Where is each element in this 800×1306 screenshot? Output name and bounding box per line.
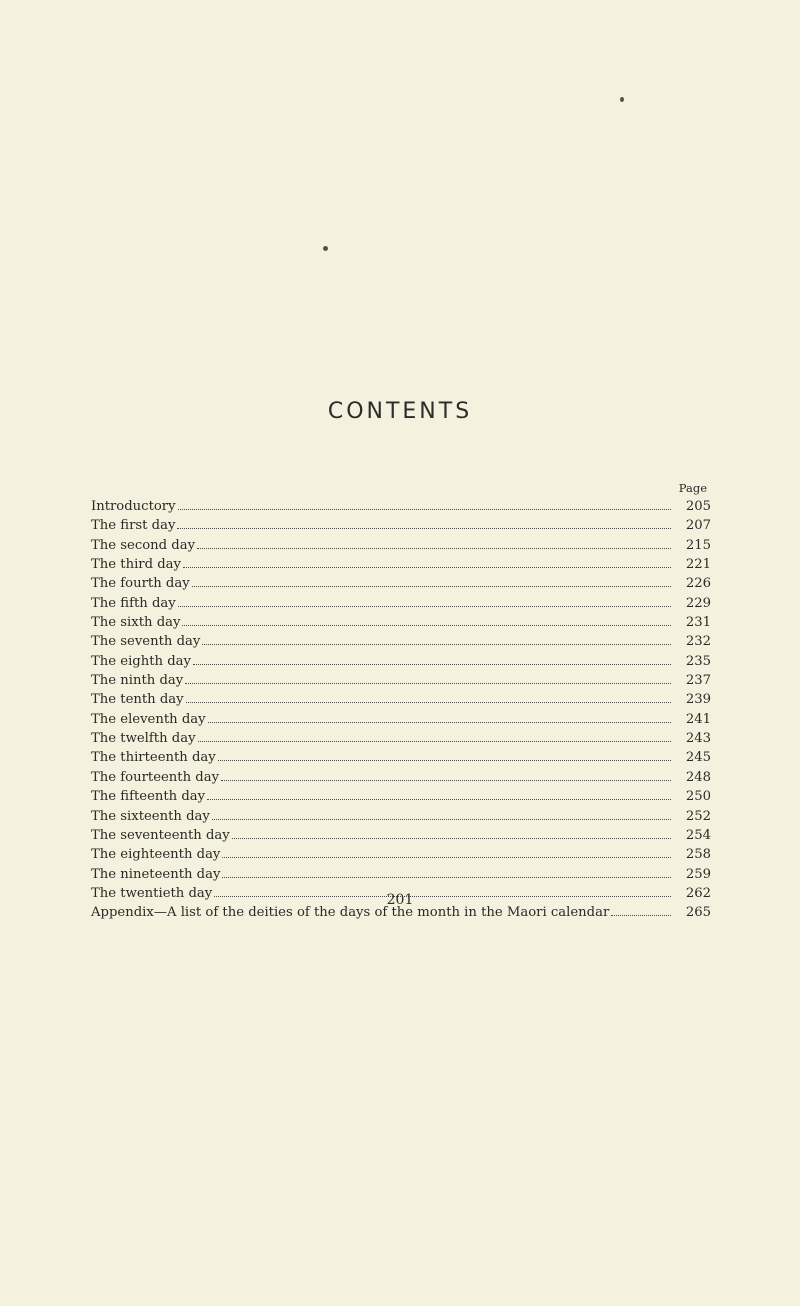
dot-leader <box>611 915 671 916</box>
toc-entry-page: 221 <box>685 557 711 573</box>
toc-entry <box>91 594 711 613</box>
dot-leader <box>178 606 671 607</box>
toc-entry-title: The fourteenth day <box>91 769 220 785</box>
toc-entry-page: 239 <box>685 692 711 708</box>
toc-entry-title: The first day <box>91 518 176 534</box>
dot-leader <box>202 644 671 645</box>
toc-entry-page: 258 <box>685 847 711 863</box>
toc-entry-title: Appendix—A list of the deities of the days of the month in the Maori calendar <box>91 905 610 921</box>
toc-entry <box>91 787 711 806</box>
toc-entry <box>91 690 711 709</box>
toc-entry <box>91 748 711 767</box>
dot-leader <box>183 567 671 568</box>
toc-entry-page: 229 <box>685 595 711 611</box>
page-speck-2 <box>323 246 328 251</box>
toc-entry-page: 207 <box>685 518 711 534</box>
toc-entry-page: 232 <box>685 634 711 650</box>
dot-leader <box>207 799 671 800</box>
toc-entry <box>91 729 711 748</box>
toc-entry <box>91 807 711 826</box>
dot-leader <box>193 664 671 665</box>
toc-entry-title: The fourth day <box>91 576 190 592</box>
toc-entry <box>91 671 711 690</box>
dot-leader <box>177 528 671 529</box>
dot-leader <box>222 857 671 858</box>
toc-entry-title: The seventeenth day <box>91 827 230 843</box>
dot-leader <box>218 760 671 761</box>
toc-entry-page: 248 <box>685 769 711 785</box>
toc-entry-page: 226 <box>685 576 711 592</box>
dot-leader <box>182 625 671 626</box>
page-column-label: Page <box>678 481 707 495</box>
dot-leader <box>232 838 671 839</box>
dot-leader <box>186 702 671 703</box>
toc-entry-title: The seventh day <box>91 634 201 650</box>
toc-entry <box>91 652 711 671</box>
toc-entry <box>91 865 711 884</box>
toc-entry-title: The thirteenth day <box>91 750 216 766</box>
toc-entry-page: 259 <box>685 866 711 882</box>
toc-rows <box>91 497 711 923</box>
toc-entry-page: 252 <box>685 808 711 824</box>
toc-entry <box>91 826 711 845</box>
toc-entry <box>91 555 711 574</box>
toc-entry-page: 205 <box>685 499 711 514</box>
toc-entry-title: The second day <box>91 537 196 553</box>
toc-entry-title: The twelfth day <box>91 731 196 747</box>
toc-entry-title: The eighth day <box>91 653 191 669</box>
toc-entry-page: 235 <box>685 653 711 669</box>
dot-leader <box>178 509 671 510</box>
page-title: CONTENTS <box>327 399 473 424</box>
toc-entry-page: 265 <box>685 905 711 921</box>
toc-entry <box>91 497 711 516</box>
toc-entry-title: The tenth day <box>91 692 184 708</box>
page-number: 201 <box>386 892 414 908</box>
dot-leader <box>198 741 671 742</box>
toc-entry-title: Introductory <box>91 499 176 514</box>
toc-entry-page: 254 <box>685 827 711 843</box>
toc-entry-page: 245 <box>685 750 711 766</box>
toc-entry-title: The twentieth day <box>91 885 213 901</box>
toc-entry <box>91 845 711 864</box>
page-speck-1 <box>620 97 624 102</box>
toc-entry <box>91 710 711 729</box>
toc-entry-page: 215 <box>685 537 711 553</box>
toc-entry-page: 250 <box>685 789 711 805</box>
dot-leader <box>197 548 671 549</box>
toc-entry <box>91 536 711 555</box>
dot-leader <box>185 683 671 684</box>
toc-entry <box>91 613 711 632</box>
dot-leader <box>212 819 671 820</box>
toc-entry-title: The third day <box>91 557 181 573</box>
toc-entry <box>91 574 711 593</box>
toc-entry-title: The nineteenth day <box>91 866 221 882</box>
toc-entry-title: The sixth day <box>91 615 181 631</box>
toc-entry-title: The sixteenth day <box>91 808 210 824</box>
toc-entry <box>91 768 711 787</box>
toc-entry-page: 231 <box>685 615 711 631</box>
table-of-contents <box>91 480 711 923</box>
toc-entry-page: 262 <box>685 885 711 901</box>
toc-entry-page: 241 <box>685 711 711 727</box>
toc-entry-title: The fifteenth day <box>91 789 206 805</box>
dot-leader <box>208 722 671 723</box>
dot-leader <box>192 586 671 587</box>
toc-entry <box>91 516 711 535</box>
toc-entry-title: The eleventh day <box>91 711 206 727</box>
toc-entry-title: The eighteenth day <box>91 847 221 863</box>
dot-leader <box>221 780 671 781</box>
toc-entry-page: 237 <box>685 673 711 689</box>
toc-entry-page: 243 <box>685 731 711 747</box>
toc-entry-title: The ninth day <box>91 673 184 689</box>
dot-leader <box>222 877 671 878</box>
toc-entry <box>91 632 711 651</box>
toc-entry-title: The fifth day <box>91 595 176 611</box>
